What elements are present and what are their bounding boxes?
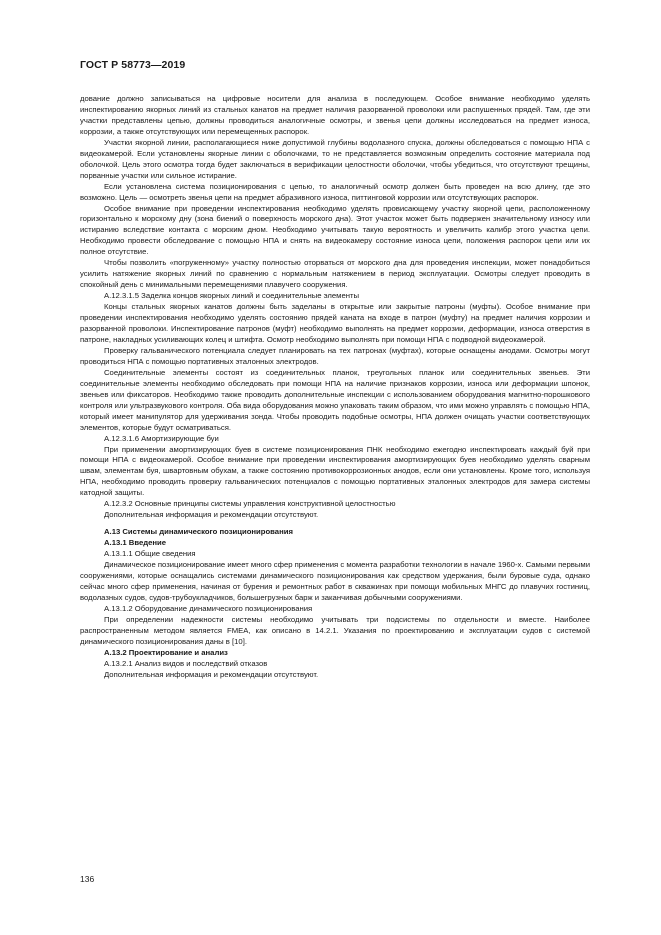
subsection-heading: А.12.3.1.5 Заделка концов якорных линий и соединительные элементы [104,291,360,301]
paragraph: При применении амортизирующих буев в системе позиционирования ПНК необходимо ежегодно инспектировать каждый буй при помощи НПА с видеокамерой. Особое внимание при проведении инспектирования амортизирующих буев необходимо уделять сварным швам, элементам буя, швартовным обухам, а также состоянию противокоррозионных анодов, если они установлены. Кроме того, используя НПА, необходимо проводить проверку гальванических потенциалов с помощью портативных эталонных электродов для замера системы катодной защиты. [80,444,590,498]
document-body [80,94,590,681]
paragraph: Чтобы позволить «погруженному» участку полностью оторваться от морского дна для проведения инспекции, может понадобиться усилить натяжение якорных линий по сравнению с нормальным натяжением в период эксплуатации. Осмотры следует проводить в спокойный день с минимальными перемещениями плавучего сооружения. [80,258,590,290]
paragraph: Дополнительная информация и рекомендации отсутствуют. [104,510,319,520]
paragraph: Если установлена система позиционирования с цепью, то аналогичный осмотр должен быть проведен на всю длину, где это возможно. Цель — осмотреть звенья цепи на предмет абразивного износа, питтинговой коррозии или отсутствующих распорок. [80,181,590,202]
subsection-heading: А.13.1.1 Общие сведения [104,549,196,559]
paragraph: Проверку гальванического потенциала следует планировать на тех патронах (муфтах), которые оснащены анодами. Осмотры могут проводиться НПА с помощью портативных эталонных электродов. [80,345,590,366]
section-heading: А.13.2 Проектирование и анализ [104,647,228,657]
paragraph: дование должно записываться на цифровые носители для анализа в последующем. Особое внимание необходимо уделять инспектированию якорных линий из стальных канатов на предмет наличия разорванной проволоки или распушенных прядей. Там, где эти участки представлены цепью, должны проводиться аналогичные осмотры, и звенья цепи должны исследоваться на предмет износа, коррозии, а также отсутствующих или перемещенных распорок. [80,94,590,136]
page-number: 136 [80,874,95,884]
subsection-heading: А.13.1.2 Оборудование динамического позиционирования [104,603,313,613]
standard-code-header: ГОСТ Р 58773—2019 [80,59,186,71]
paragraph: Концы стальных якорных канатов должны быть заделаны в открытые или закрытые патроны (муфты). Особое внимание при проведении инспектирования необходимо уделять состоянию прядей каната на входе в патрон (муфту) на предмет наличия коррозии и разорванной проволоки. Инспектирование патронов (муфт) необходимо выполнять на предмет коррозии, деформации, износа отверстия в патроне, накладных усиливающих колец и штифта. Осмотр необходимо выполнять при помощи НПА с подводной видеокамерой. [80,302,590,344]
paragraph: При определении надежности системы необходимо учитывать три подсистемы по отдельности и вместе. Наиболее распространенным методом является FMEA, как описано в 14.2.1. Указания по проектированию и эксплуатации судов с системой динамического позиционирования даны в [10]. [80,614,590,646]
section-heading: А.13.1 Введение [104,538,167,548]
paragraph: Участки якорной линии, располагающиеся ниже допустимой глубины водолазного спуска, должны обследоваться с помощью НПА с видеокамерой. Если установлены якорные линии с оболочками, то не представляется возможным определить состояние материала под оболочкой. Цель этого осмотра тогда будет заключаться в верификации целостности оболочки, чтобы убедиться, что отсутствуют трещины, порванные участки или сильное истирание. [80,137,590,180]
paragraph: Соединительные элементы состоят из соединительных планок, треугольных планок или соединительных звеньев. Эти соединительные элементы необходимо обследовать при помощи НПА на наличие признаков коррозии, износа или деформации шпонок, звеньев или фиксаторов. Необходимо также проводить дополнительные инспекции с использованием оборудования магнитно-порошкового контроля или ультразвукового контроля. Оба вида оборудования можно упаковать таким образом, что ими можно управлять с помощью НПА, который имеет манипулятор для удерживания зонда. Чтобы проводить подобные осмотры, НПА должен очищать участки соответствующих элементов, которые будут осматриваться. [80,367,590,432]
subsection-heading: А.12.3.2 Основные принципы системы управления конструктивной целостностью [104,499,396,509]
paragraph: Особое внимание при проведении инспектирования необходимо уделять провисающему участку якорной цепи, расположенному горизонтально к морскому дну (зона биений о поверхность морского дна). Этот участок может быть подвержен значительному износу или истиранию вследствие контакта с морским дном. Необходимо учитывать такую вероятность и увеличить калибр этого участка цепи. Необходимо провести обследование с помощью НПА и снять на видеокамеру состояние износа цепи, положения распорок цепи или их полное отсутствие. [80,203,590,257]
paragraph: Динамическое позиционирование имеет много сфер применения с момента разработки технологии в начале 1960-х. Самыми первыми сооружениями, которые оснащались системами динамического позиционирования как средством удержания, были буровые суда, однако сейчас много сфер применения, начиная от бурения и ремонтных работ в скважинах при помощи мобильных МНГС до плавучих гостиниц, водолазных судов, судов-трубоукладчиков, большегрузных барж и заканчивая добычными сооружениями. [80,560,590,602]
section-heading: А.13 Системы динамического позиционирования [104,527,293,537]
subsection-heading: А.13.2.1 Анализ видов и последствий отказов [104,658,268,668]
paragraph: Дополнительная информация и рекомендации отсутствуют. [104,669,319,679]
subsection-heading: А.12.3.1.6 Амортизирующие буи [104,433,219,443]
